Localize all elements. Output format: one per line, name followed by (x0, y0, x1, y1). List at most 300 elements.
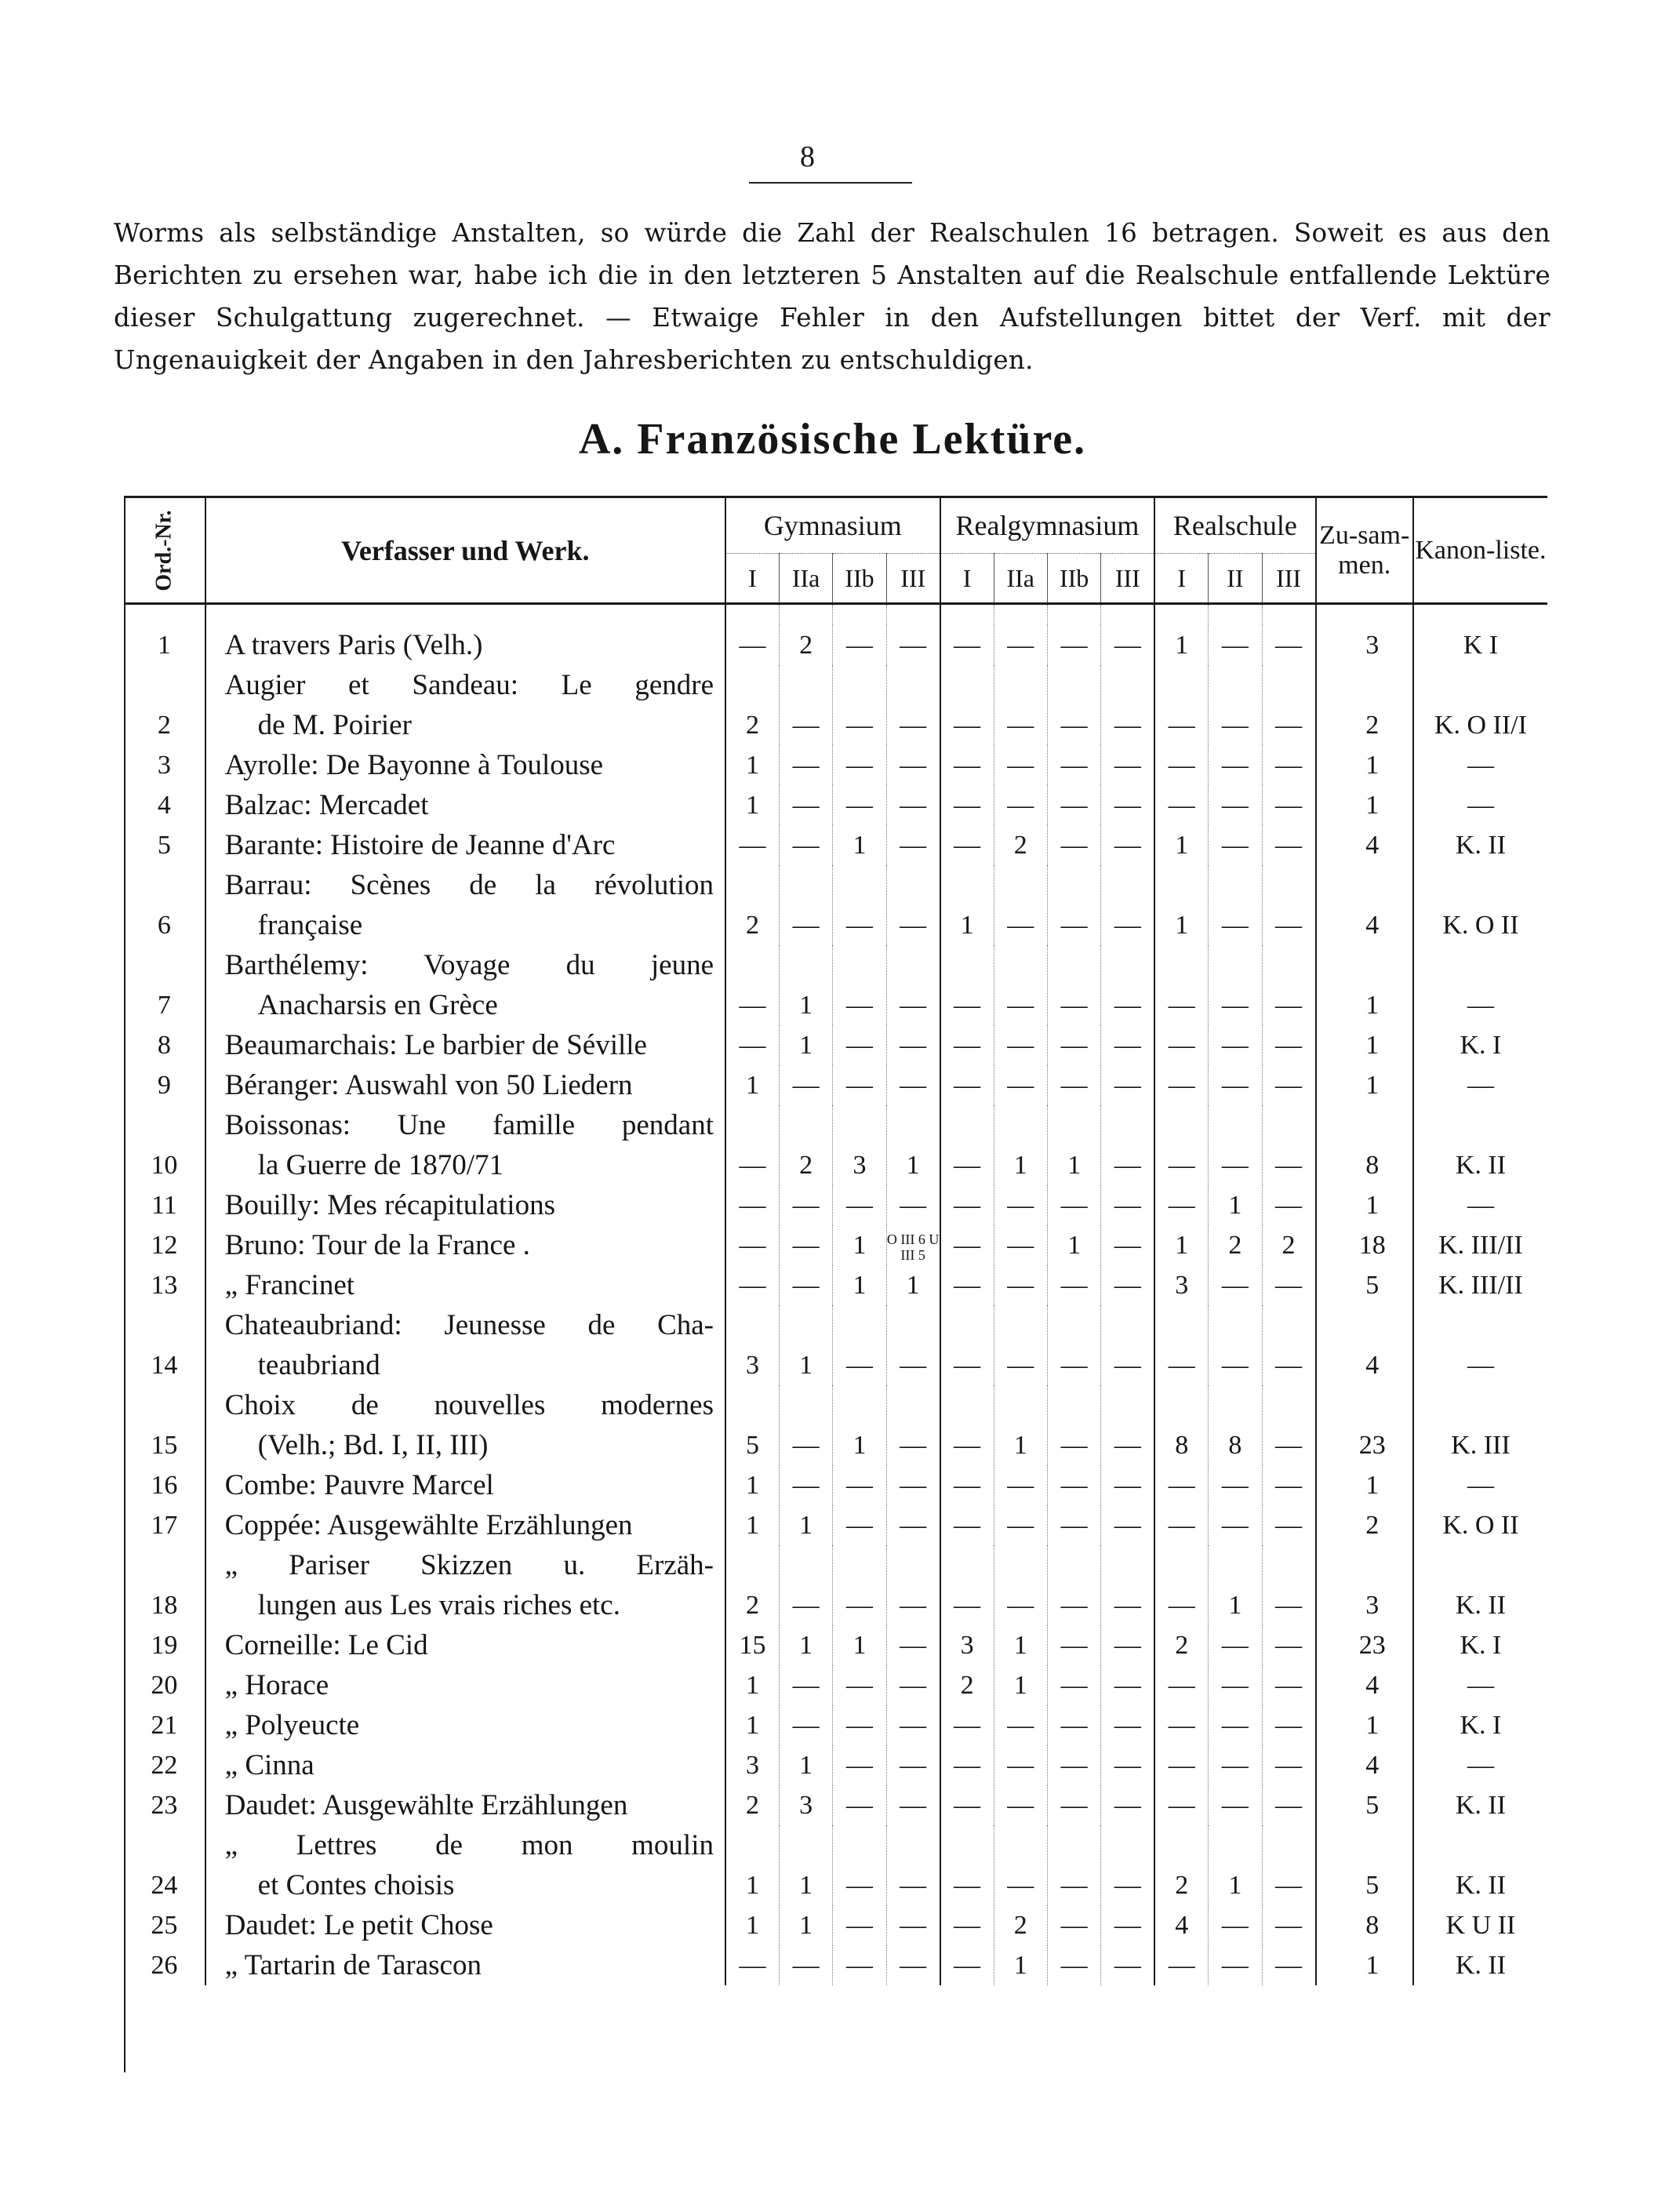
row-number: 10 (151, 1151, 178, 1180)
table-row (124, 945, 1547, 1025)
work-title (205, 1825, 725, 1905)
count-cell: — (1101, 785, 1154, 825)
work-title-continuation: teaubriand (257, 1349, 380, 1381)
count-cell: — (725, 1025, 779, 1065)
count-cell: — (1209, 825, 1262, 865)
sum-cell: 3 (1316, 1545, 1413, 1625)
count-cell: 1 (1154, 865, 1208, 945)
count-cell: — (1262, 825, 1315, 865)
count-cell: — (940, 1905, 994, 1945)
table-row (124, 745, 1547, 785)
work-title (205, 865, 725, 945)
work-title-continuation: (Velh.; Bd. I, II, III) (257, 1429, 489, 1461)
count-cell: — (779, 1185, 832, 1225)
row-number: 9 (157, 1071, 171, 1100)
class-header-gym-4: III (886, 554, 940, 604)
row-number: 25 (151, 1911, 178, 1940)
section-title: A. Französische Lektüre. (578, 415, 1087, 464)
count-cell: — (886, 1825, 940, 1905)
count-cell: — (1154, 1945, 1208, 1985)
count-cell: 15 (725, 1625, 779, 1665)
kanon-cell: K I (1413, 625, 1547, 665)
sum-cell: 1 (1316, 1025, 1413, 1065)
count-cell: — (940, 945, 994, 1025)
work-title-line: Béranger: Auswahl von 50 Liedern (224, 1069, 633, 1101)
sum-cell: 1 (1316, 1185, 1413, 1225)
count-cell: — (1101, 1665, 1154, 1705)
sum-cell: 2 (1316, 1505, 1413, 1545)
count-cell: — (1047, 665, 1100, 745)
count-cell: — (779, 1385, 832, 1465)
work-title-line: „ Francinet (224, 1269, 355, 1301)
count-cell: — (779, 1465, 832, 1505)
count-cell: — (994, 1745, 1047, 1785)
count-cell: — (940, 1785, 994, 1825)
count-cell: — (886, 1665, 940, 1705)
count-cell: — (994, 1185, 1047, 1225)
count-cell: — (779, 1265, 832, 1305)
count-cell: — (994, 1465, 1047, 1505)
work-title-line: Ayrolle: De Bayonne à Toulouse (224, 749, 604, 781)
count-cell: — (1101, 1105, 1154, 1185)
count-cell: 1 (725, 785, 779, 825)
count-cell: 8 (1154, 1385, 1208, 1465)
class-header-rs-3: III (1262, 554, 1315, 604)
count-cell: 2 (725, 865, 779, 945)
count-cell: — (940, 1545, 994, 1625)
count-cell: 1 (994, 1105, 1047, 1185)
count-cell: — (1209, 1505, 1262, 1545)
count-cell: — (1209, 1625, 1262, 1665)
intro-text: Worms als selbständige Anstalten, so würde die Zahl der Realschulen 16 betragen. Soweit es aus den Berichten zu ersehen war, habe ich die in den letzteren 5 Anstalten auf die Realschule entfallende Lektüre dieser Schulgattung zugerechnet. — Etwaige Fehler in den Aufstellungen bittet der Verf. mit der Ungenauigkeit der Angaben in den Jahresberichten zu entschuldigen. (114, 218, 1550, 375)
count-cell: 1 (886, 1105, 940, 1185)
count-cell: — (1047, 1025, 1100, 1065)
count-cell: — (1101, 1305, 1154, 1385)
count-cell: — (1209, 1785, 1262, 1825)
count-cell: — (779, 825, 832, 865)
work-title-line: Barante: Histoire de Jeanne d'Arc (224, 829, 616, 861)
count-cell: — (1154, 665, 1208, 745)
count-cell: — (1209, 1265, 1262, 1305)
row-number: 13 (151, 1271, 178, 1300)
count-cell: — (994, 865, 1047, 945)
count-cell: — (725, 1945, 779, 1985)
table-row (124, 1665, 1547, 1705)
count-cell: 1 (994, 1945, 1047, 1985)
count-cell: — (1047, 625, 1100, 665)
sum-cell: 1 (1316, 1705, 1413, 1745)
row-number: 3 (157, 751, 171, 780)
count-cell: — (1154, 1505, 1208, 1545)
row-number: 15 (151, 1431, 178, 1460)
table-row (124, 785, 1547, 825)
count-cell: — (1047, 1465, 1100, 1505)
count-cell: 2 (1154, 1625, 1208, 1665)
count-cell: 1 (1209, 1185, 1262, 1225)
count-cell: — (1154, 1025, 1208, 1065)
count-cell: — (940, 1505, 994, 1545)
count-cell: — (1262, 785, 1315, 825)
work-title (205, 825, 725, 865)
table-row (124, 665, 1547, 745)
kanon-cell: K. O II/I (1413, 665, 1547, 745)
count-cell: — (1101, 1465, 1154, 1505)
count-cell: — (1047, 1785, 1100, 1825)
table-row (124, 1305, 1547, 1385)
count-cell: — (833, 745, 886, 785)
count-cell: — (779, 1705, 832, 1745)
kanon-cell: — (1413, 945, 1547, 1025)
count-cell: — (1101, 1025, 1154, 1065)
count-cell: 1 (725, 1665, 779, 1705)
kanon-cell: — (1413, 1745, 1547, 1785)
count-cell: — (779, 1665, 832, 1705)
work-title (205, 1785, 725, 1825)
count-cell: — (779, 1225, 832, 1265)
row-number: 16 (151, 1471, 178, 1500)
count-cell: — (1154, 1705, 1208, 1745)
sum-cell: 23 (1316, 1385, 1413, 1465)
sum-cell: 5 (1316, 1785, 1413, 1825)
count-cell: — (886, 1625, 940, 1665)
count-cell: 2 (994, 825, 1047, 865)
count-cell: — (940, 1185, 994, 1225)
count-cell: 1 (779, 1905, 832, 1945)
count-cell: 1 (833, 1625, 886, 1665)
count-cell: — (1262, 1785, 1315, 1825)
count-cell: — (833, 1025, 886, 1065)
work-title-line: A travers Paris (Velh.) (224, 629, 483, 661)
count-cell: — (725, 1225, 779, 1265)
count-cell: 3 (725, 1745, 779, 1785)
count-cell: — (1047, 1265, 1100, 1305)
count-cell: — (833, 1505, 886, 1545)
kanon-cell: — (1413, 1065, 1547, 1105)
count-cell: O III 6 U III 5 (886, 1225, 940, 1265)
count-cell: — (1047, 865, 1100, 945)
class-header-rs-2: II (1209, 554, 1262, 604)
realschule-header: Realschule (1154, 497, 1315, 554)
count-cell: — (833, 1065, 886, 1105)
count-cell: — (1154, 745, 1208, 785)
count-cell: — (779, 745, 832, 785)
work-title-continuation: lungen aus Les vrais riches etc. (257, 1589, 620, 1621)
count-cell: — (1209, 1665, 1262, 1705)
class-header-rg-4: III (1101, 554, 1154, 604)
count-cell: — (1262, 1505, 1315, 1545)
kanon-cell: — (1413, 745, 1547, 785)
count-cell: — (940, 1025, 994, 1065)
sum-cell: 4 (1316, 865, 1413, 945)
table-body (124, 604, 1547, 1986)
count-cell: — (1047, 1905, 1100, 1945)
class-header-gym-1: I (725, 554, 779, 604)
kanon-cell: K. II (1413, 1105, 1547, 1185)
work-title-line: „ Cinna (224, 1749, 314, 1781)
count-cell: — (1262, 945, 1315, 1025)
page-number-rule (749, 182, 912, 184)
count-cell: 3 (833, 1105, 886, 1185)
sum-cell: 3 (1316, 625, 1413, 665)
work-title (205, 1105, 725, 1185)
count-cell: — (1262, 665, 1315, 745)
count-cell: — (833, 1705, 886, 1745)
kanon-cell: K. II (1413, 825, 1547, 865)
kanon-cell: K. II (1413, 1785, 1547, 1825)
row-number: 6 (157, 911, 171, 940)
count-cell: — (1154, 945, 1208, 1025)
work-title (205, 945, 725, 1025)
row-number: 22 (151, 1751, 178, 1780)
count-cell: — (1209, 1065, 1262, 1105)
count-cell: — (1209, 1305, 1262, 1385)
count-cell: — (940, 745, 994, 785)
work-title (205, 1705, 725, 1745)
work-title (205, 1625, 725, 1665)
count-cell: — (886, 1385, 940, 1465)
count-cell: 1 (994, 1665, 1047, 1705)
kanon-cell: K. II (1413, 1825, 1547, 1905)
count-cell: 1 (779, 1625, 832, 1665)
reading-table (124, 496, 1547, 1985)
count-cell: 1 (833, 1225, 886, 1265)
count-cell: 3 (725, 1305, 779, 1385)
count-cell: — (725, 945, 779, 1025)
count-cell: — (886, 625, 940, 665)
work-title (205, 1665, 725, 1705)
work-title (205, 1905, 725, 1945)
work-title (205, 665, 725, 745)
count-cell: 1 (779, 1825, 832, 1905)
count-cell: — (833, 625, 886, 665)
count-cell: — (1262, 625, 1315, 665)
sum-cell: 4 (1316, 1305, 1413, 1385)
work-title-continuation: française (257, 909, 363, 941)
count-cell: — (1047, 825, 1100, 865)
count-cell: — (1047, 785, 1100, 825)
work-title-line: Choix de nouvelles modernes (224, 1389, 714, 1421)
sum-cell: 1 (1316, 1065, 1413, 1105)
count-cell: 1 (994, 1385, 1047, 1465)
class-header-rg-1: I (940, 554, 994, 604)
count-cell: — (1101, 1065, 1154, 1105)
count-cell: — (1101, 1505, 1154, 1545)
count-cell: — (725, 825, 779, 865)
count-cell: — (1209, 1745, 1262, 1785)
work-title-continuation: de M. Poirier (257, 709, 412, 741)
work-title-line: Corneille: Le Cid (224, 1629, 428, 1661)
count-cell: — (994, 1785, 1047, 1825)
count-cell: — (1262, 1745, 1315, 1785)
count-cell: — (1101, 1705, 1154, 1745)
count-cell: — (1209, 665, 1262, 745)
count-cell: — (833, 865, 886, 945)
count-cell: — (1101, 1785, 1154, 1825)
table-row (124, 1265, 1547, 1305)
table-row (124, 1625, 1547, 1665)
count-cell: — (1262, 745, 1315, 785)
count-cell: — (1262, 1105, 1315, 1185)
work-title-line: Daudet: Le petit Chose (224, 1909, 493, 1941)
table-row (124, 1505, 1547, 1545)
count-cell: — (1047, 1625, 1100, 1665)
work-title-continuation: Anacharsis en Grèce (257, 989, 498, 1021)
class-header-gym-3: IIb (833, 554, 886, 604)
count-cell: — (1101, 1745, 1154, 1785)
count-cell: — (994, 1025, 1047, 1065)
kanon-cell: K. III/II (1413, 1265, 1547, 1305)
count-cell: — (1209, 1025, 1262, 1065)
sum-cell: 1 (1316, 1465, 1413, 1505)
count-cell: — (1209, 745, 1262, 785)
count-cell: — (1209, 1105, 1262, 1185)
count-cell: — (833, 665, 886, 745)
row-number: 12 (151, 1231, 178, 1260)
work-title (205, 1545, 725, 1625)
count-cell: 3 (1154, 1265, 1208, 1305)
count-cell: — (725, 1265, 779, 1305)
count-cell: — (994, 665, 1047, 745)
work-title-line: Coppée: Ausgewählte Erzählungen (224, 1509, 633, 1541)
count-cell: — (1101, 1265, 1154, 1305)
count-cell: — (886, 1745, 940, 1785)
row-number: 19 (151, 1631, 178, 1660)
count-cell: 1 (779, 1025, 832, 1065)
count-cell: — (1262, 1625, 1315, 1665)
count-cell: — (994, 945, 1047, 1025)
count-cell: — (1154, 1185, 1208, 1225)
count-cell: — (940, 1385, 994, 1465)
row-number: 14 (151, 1351, 178, 1380)
count-cell: — (1209, 1945, 1262, 1985)
count-cell: 1 (833, 825, 886, 865)
count-cell: — (886, 825, 940, 865)
work-title-line: Daudet: Ausgewählte Erzählungen (224, 1789, 628, 1821)
count-cell: 2 (1154, 1825, 1208, 1905)
table-row (124, 1025, 1547, 1065)
kanon-cell: K. I (1413, 1705, 1547, 1745)
sum-cell: 4 (1316, 1665, 1413, 1705)
count-cell: — (833, 1785, 886, 1825)
realgymnasium-header: Realgymnasium (940, 497, 1155, 554)
count-cell: — (886, 1545, 940, 1625)
table-row (124, 1065, 1547, 1105)
table-row (124, 1705, 1547, 1745)
count-cell: — (779, 1945, 832, 1985)
work-title-line: Combe: Pauvre Marcel (224, 1469, 494, 1501)
count-cell: — (886, 1305, 940, 1385)
count-cell: — (994, 745, 1047, 785)
kanon-cell: — (1413, 1185, 1547, 1225)
intro-paragraph (114, 212, 1550, 381)
count-cell: — (994, 1825, 1047, 1905)
sum-cell: 5 (1316, 1825, 1413, 1905)
count-cell: — (1047, 1065, 1100, 1105)
count-cell: — (1154, 1105, 1208, 1185)
count-cell: 2 (779, 625, 832, 665)
count-cell: — (1047, 1705, 1100, 1745)
count-cell: — (1047, 1745, 1100, 1785)
count-cell: — (1047, 945, 1100, 1025)
count-cell: — (1101, 1825, 1154, 1905)
count-cell: 1 (1209, 1825, 1262, 1905)
count-cell: — (833, 1745, 886, 1785)
sum-cell: 1 (1316, 1945, 1413, 1985)
count-cell: 1 (1154, 825, 1208, 865)
count-cell: — (886, 1705, 940, 1745)
count-cell: — (725, 1185, 779, 1225)
count-cell: — (1262, 1385, 1315, 1465)
count-cell: — (940, 665, 994, 745)
count-cell: — (833, 1825, 886, 1905)
table-row (124, 1945, 1547, 1985)
count-cell: 1 (833, 1385, 886, 1465)
kanon-cell: — (1413, 1665, 1547, 1705)
count-cell: — (886, 1465, 940, 1505)
count-cell: — (940, 1225, 994, 1265)
count-cell: — (940, 1065, 994, 1105)
work-title-line: Balzac: Mercadet (224, 789, 429, 821)
table-row (124, 1185, 1547, 1225)
count-cell: — (994, 1305, 1047, 1385)
count-cell: — (1047, 1825, 1100, 1905)
kanon-header: Kanon-liste. (1413, 497, 1547, 604)
sum-cell: 4 (1316, 825, 1413, 865)
count-cell: 1 (940, 865, 994, 945)
count-cell: — (1047, 1945, 1100, 1985)
count-cell: — (886, 1505, 940, 1545)
count-cell: — (1262, 1545, 1315, 1625)
count-cell: — (940, 785, 994, 825)
count-cell: — (1047, 1505, 1100, 1545)
count-cell: 1 (779, 1745, 832, 1785)
count-cell: — (1101, 865, 1154, 945)
count-cell: — (1101, 1905, 1154, 1945)
count-cell: — (940, 625, 994, 665)
sum-cell: 4 (1316, 1745, 1413, 1785)
count-cell: — (1209, 1705, 1262, 1745)
count-cell: 3 (779, 1785, 832, 1825)
row-number: 18 (151, 1591, 178, 1620)
count-cell: — (779, 865, 832, 945)
work-title-line: Beaumarchais: Le barbier de Séville (224, 1029, 647, 1061)
work-title (205, 625, 725, 665)
work-title (205, 1265, 725, 1305)
count-cell: — (1262, 1185, 1315, 1225)
count-cell: — (994, 1265, 1047, 1305)
count-cell: 2 (779, 1105, 832, 1185)
count-cell: — (1262, 1665, 1315, 1705)
table-row (124, 1465, 1547, 1505)
count-cell: 2 (1262, 1225, 1315, 1265)
table-row (124, 1785, 1547, 1825)
count-cell: — (833, 1305, 886, 1385)
count-cell: — (779, 1065, 832, 1105)
count-cell: — (940, 1265, 994, 1305)
count-cell: — (1047, 1185, 1100, 1225)
count-cell: 2 (940, 1665, 994, 1705)
kanon-cell: K. O II (1413, 1505, 1547, 1545)
sum-cell: 8 (1316, 1105, 1413, 1185)
count-cell: — (833, 1545, 886, 1625)
count-cell: — (1101, 1185, 1154, 1225)
count-cell: — (1154, 1745, 1208, 1785)
count-cell: — (886, 1945, 940, 1985)
count-cell: 1 (886, 1265, 940, 1305)
count-cell: 1 (779, 1505, 832, 1545)
count-cell: — (1262, 865, 1315, 945)
row-number: 20 (151, 1671, 178, 1700)
